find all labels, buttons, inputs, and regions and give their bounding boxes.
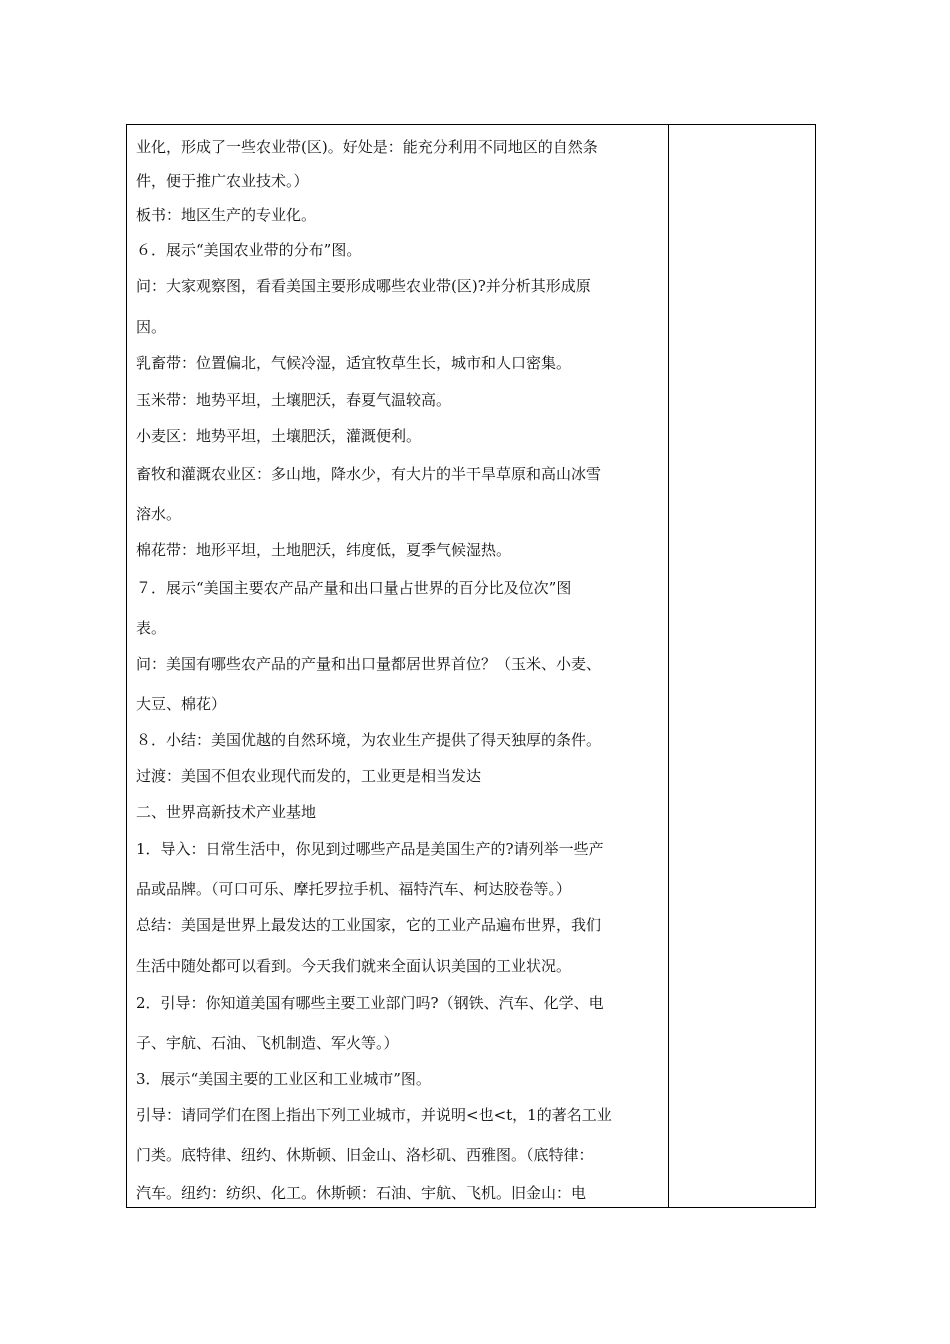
text-line: 3．展示“美国主要的工业区和工业城市”图。 [136,1070,431,1088]
text-line: 过渡：美国不但农业现代而发的，工业更是相当发达 [136,767,482,785]
text-line: 畜牧和灌溉农业区：多山地，降水少，有大片的半干旱草原和高山冰雪 [136,465,602,483]
text-line: 表。 [136,619,167,637]
text-line: 问：美国有哪些农产品的产量和出口量都居世界首位？（玉米、小麦、 [136,655,602,673]
lesson-content-cell [127,125,669,1207]
text-line: 汽车。纽约：纺织、化工。休斯顿：石油、宇航、飞机。旧金山：电 [136,1184,587,1202]
text-line: 总结：美国是世界上最发达的工业国家，它的工业产品遍布世界，我们 [136,916,602,934]
text-line: 板书：地区生产的专业化。 [136,206,317,224]
text-line: 子、宇航、石油、飞机制造、军火等。） [136,1034,399,1052]
text-line: 乳畜带：位置偏北，气候冷湿，适宜牧草生长，城市和人口密集。 [136,354,572,372]
text-line: ７．展示“美国主要农产品产量和出口量占世界的百分比及位次”图 [136,579,572,597]
text-line: 1．导入：日常生活中，你见到过哪些产品是美国生产的?请列举一些产 [136,840,604,858]
text-line: ８．小结：美国优越的自然环境，为农业生产提供了得天独厚的条件。 [136,731,602,749]
text-line: ６．展示“美国农业带的分布”图。 [136,241,362,259]
text-line: 问：大家观察图，看看美国主要形成哪些农业带(区)?并分析其形成原 [136,277,591,295]
text-line: 溶水。 [136,505,182,523]
text-line: 玉米带：地势平坦，土壤肥沃，春夏气温较高。 [136,391,452,409]
notes-cell [669,125,815,1207]
text-line: 品或品牌。（可口可乐、摩托罗拉手机、福特汽车、柯达胶卷等。） [136,880,572,898]
lesson-table [126,124,816,1208]
text-line: 小麦区：地势平坦，土壤肥沃，灌溉便利。 [136,427,422,445]
text-line: 引导：请同学们在图上指出下列工业城市，并说明<也<t，1的著名工业 [136,1106,612,1124]
text-line: 件，便于推广农业技术。） [136,172,309,190]
text-line: 2．引导：你知道美国有哪些主要工业部门吗?（钢铁、汽车、化学、电 [136,994,604,1012]
text-line: 因。 [136,318,167,336]
text-line: 大豆、棉花） [136,695,227,713]
text-line: 生活中随处都可以看到。今天我们就来全面认识美国的工业状况。 [136,957,572,975]
text-line: 二、世界高新技术产业基地 [136,803,317,821]
text-line: 棉花带：地形平坦，土地肥沃，纬度低，夏季气候湿热。 [136,541,512,559]
text-line: 门类。底特律、纽约、休斯顿、旧金山、洛杉矶、西雅图。（底特律： [136,1146,594,1164]
text-line: 业化，形成了一些农业带(区)。好处是：能充分利用不同地区的自然条 [136,138,598,156]
